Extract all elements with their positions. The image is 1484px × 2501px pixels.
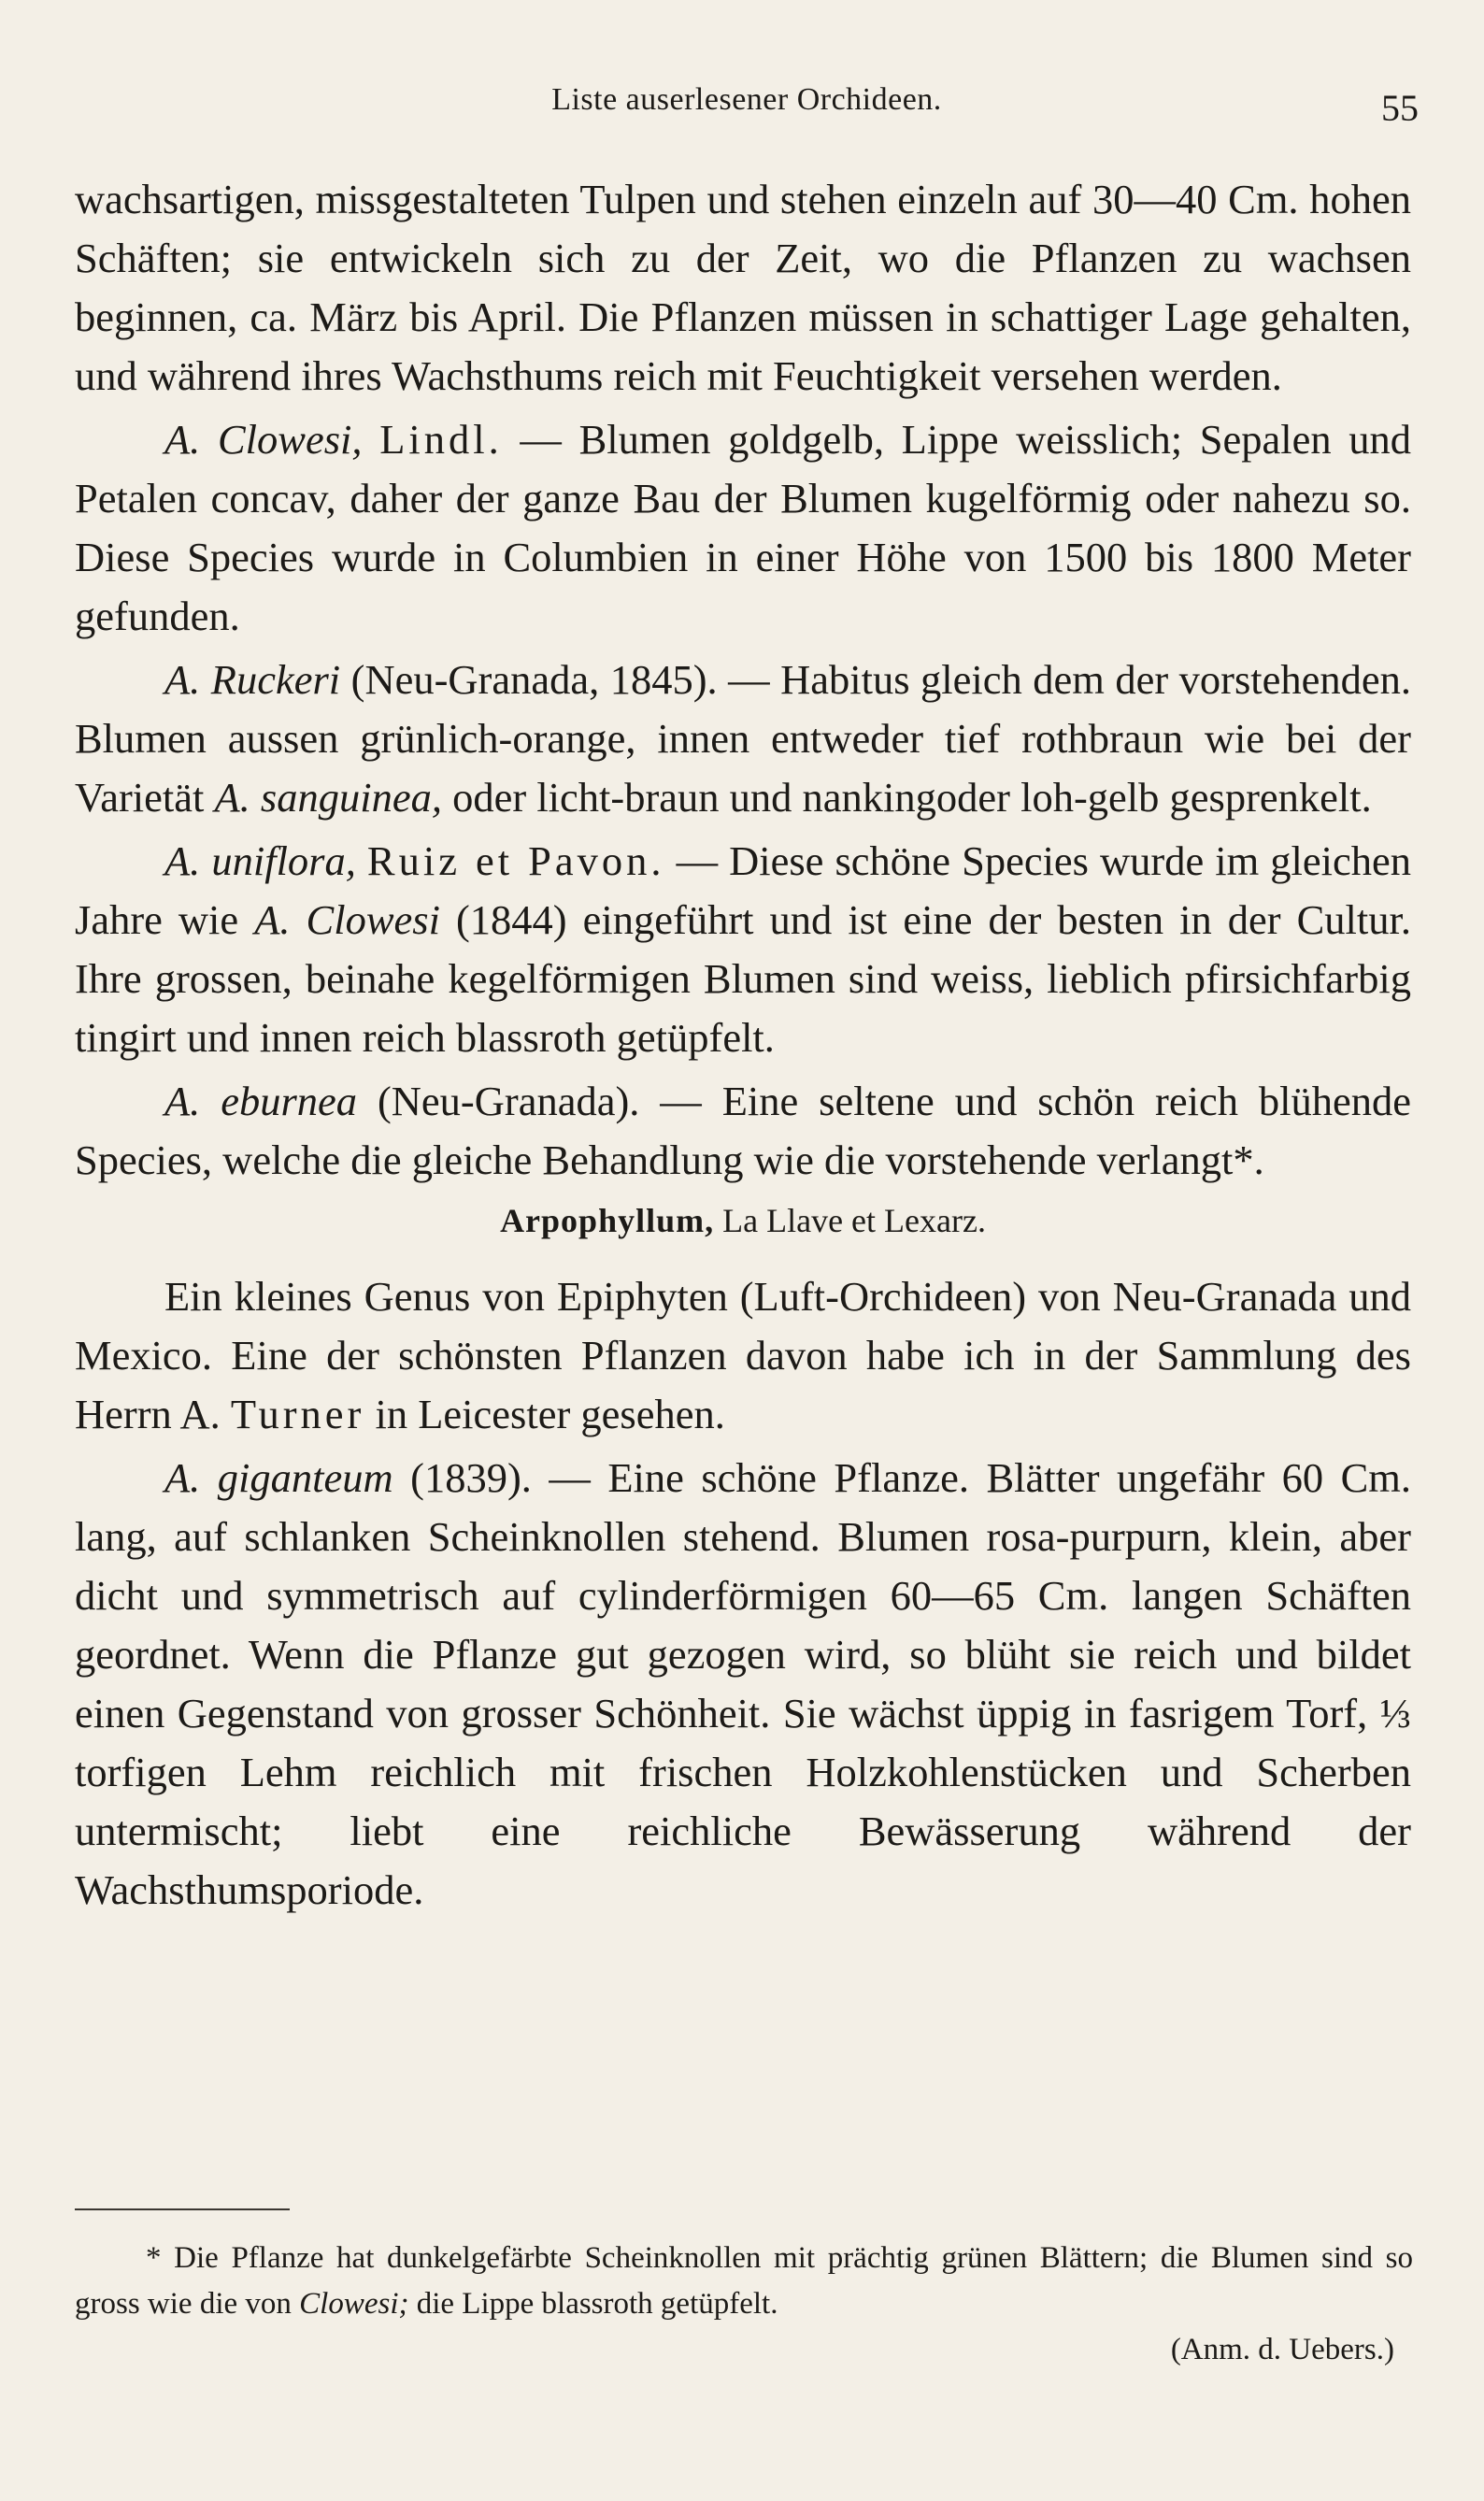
- species-reference: A. Clowesi: [254, 896, 440, 943]
- paragraph-text: wachsartigen, missgestalteten Tulpen und stehen einzeln auf 30—40 Cm. hohen Schäften; sie entwickeln sich zu der Zeit, wo die Pflanzen zu wachsen beginnen, ca. März bis April. Die Pflanzen müssen in schattiger Lage gehalten, und während ihres Wachsthums reich mit Feuchtigkeit versehen werden.: [75, 176, 1411, 399]
- running-title: Liste auserlesener Orchideen.: [551, 82, 942, 117]
- paragraph-ruckeri: [75, 650, 1411, 827]
- species-author: Lindl.: [379, 416, 503, 463]
- genus-heading: [75, 1194, 1411, 1247]
- paragraph-text: in Leicester gesehen.: [375, 1391, 725, 1437]
- paragraph-text: — Blumen goldgelb, Lippe weisslich; Sepalen und Petalen concav, daher der ganze Bau der Blumen kugelförmig oder nahezu so. Diese Species wurde in Columbien in einer Höhe von 1500 bis 1800 Meter gefunden.: [75, 416, 1412, 639]
- species-name: A. Clowesi,: [164, 416, 363, 463]
- species-name: A. uniflora,: [164, 837, 356, 884]
- paragraph-clowesi: [75, 410, 1411, 646]
- paragraph-text: — Diese schöne Species wurde im gleichen Jahre wie: [75, 837, 1412, 943]
- paragraph-text: Ein kleines Genus von Epiphyten (Luft-Orchideen) von Neu-Granada und Mexico. Eine der schönsten Pflanzen davon habe ich in der Sammlung des Herrn A.: [75, 1273, 1411, 1437]
- body-text: [75, 170, 1411, 1924]
- page-number: 55: [1381, 87, 1419, 129]
- footnote-text-before: * Die Pflanze hat dunkelgefärbte Scheinknollen mit prächtig grünen Blättern; die Blumen sind so gross wie die von: [75, 2241, 1413, 2321]
- footnote-reference: Clowesi;: [299, 2287, 409, 2321]
- paragraph-text: (1839). — Eine schöne Pflanze. Blätter ungefähr 60 Cm. lang, auf schlanken Scheinknollen stehend. Blumen rosa-purpurn, klein, aber dicht und symmetrisch auf cylinderförmigen 60—65 Cm. langen Schäften geordnet. Wenn die Pflanze gut gezogen wird, so blüht sie reich und bildet einen Gegenstand von grosser Schönheit. Sie wächst üppig in fasrigem Torf,: [75, 1454, 1412, 1736]
- footnote-text-after: die Lippe blassroth getüpfelt.: [416, 2287, 778, 2321]
- footnote: [75, 2236, 1413, 2373]
- paragraph-text: torfigen Lehm reichlich mit frischen Holzkohlenstücken und Scherben untermischt; liebt eine reichliche Bewässerung während der Wachsthumsporiode.: [75, 1749, 1411, 1913]
- fraction: ⅓: [1379, 1690, 1411, 1736]
- paragraph-genus-intro: [75, 1267, 1411, 1444]
- person-name: Turner: [230, 1391, 365, 1437]
- paragraph-eburnea: [75, 1072, 1411, 1190]
- paragraph-uniflora: [75, 832, 1411, 1067]
- paragraph-text: (Neu-Granada, 1845). — Habitus gleich dem der vorstehenden. Blumen aussen grünlich-orange, innen entweder tief rothbraun wie bei der Varietät: [75, 656, 1411, 821]
- variety-name: A. sanguinea,: [214, 774, 442, 821]
- species-name: A. eburnea: [164, 1078, 358, 1124]
- species-name: A. Ruckeri: [164, 656, 341, 703]
- species-name: A. giganteum: [164, 1454, 393, 1501]
- paragraph-continuation: [75, 170, 1411, 406]
- genus-authority: La Llave et Lexarz.: [722, 1202, 986, 1239]
- species-author: Ruiz et Pavon.: [366, 837, 665, 884]
- footnote-rule: [75, 2208, 290, 2210]
- genus-name: Arpophyllum,: [500, 1202, 715, 1239]
- paragraph-text: oder licht-braun und nankingoder loh-gelb gesprenkelt.: [452, 774, 1372, 821]
- translator-note: (Anm. d. Uebers.): [1170, 2333, 1394, 2366]
- running-head: [75, 82, 1419, 129]
- footnote-text: [75, 2236, 1413, 2327]
- paragraph-giganteum: [75, 1449, 1411, 1920]
- paragraph-text: (1844) eingeführt und ist eine der besten in der Cultur. Ihre grossen, beinahe kegelförmigen Blumen sind weiss, lieblich pfirsichfarbig tingirt und innen reich blassroth getüpfelt.: [75, 896, 1412, 1061]
- paragraph-text: (Neu-Granada). — Eine seltene und schön reich blühende Species, welche die gleiche Behandlung wie die vorstehende verlangt*.: [75, 1078, 1411, 1183]
